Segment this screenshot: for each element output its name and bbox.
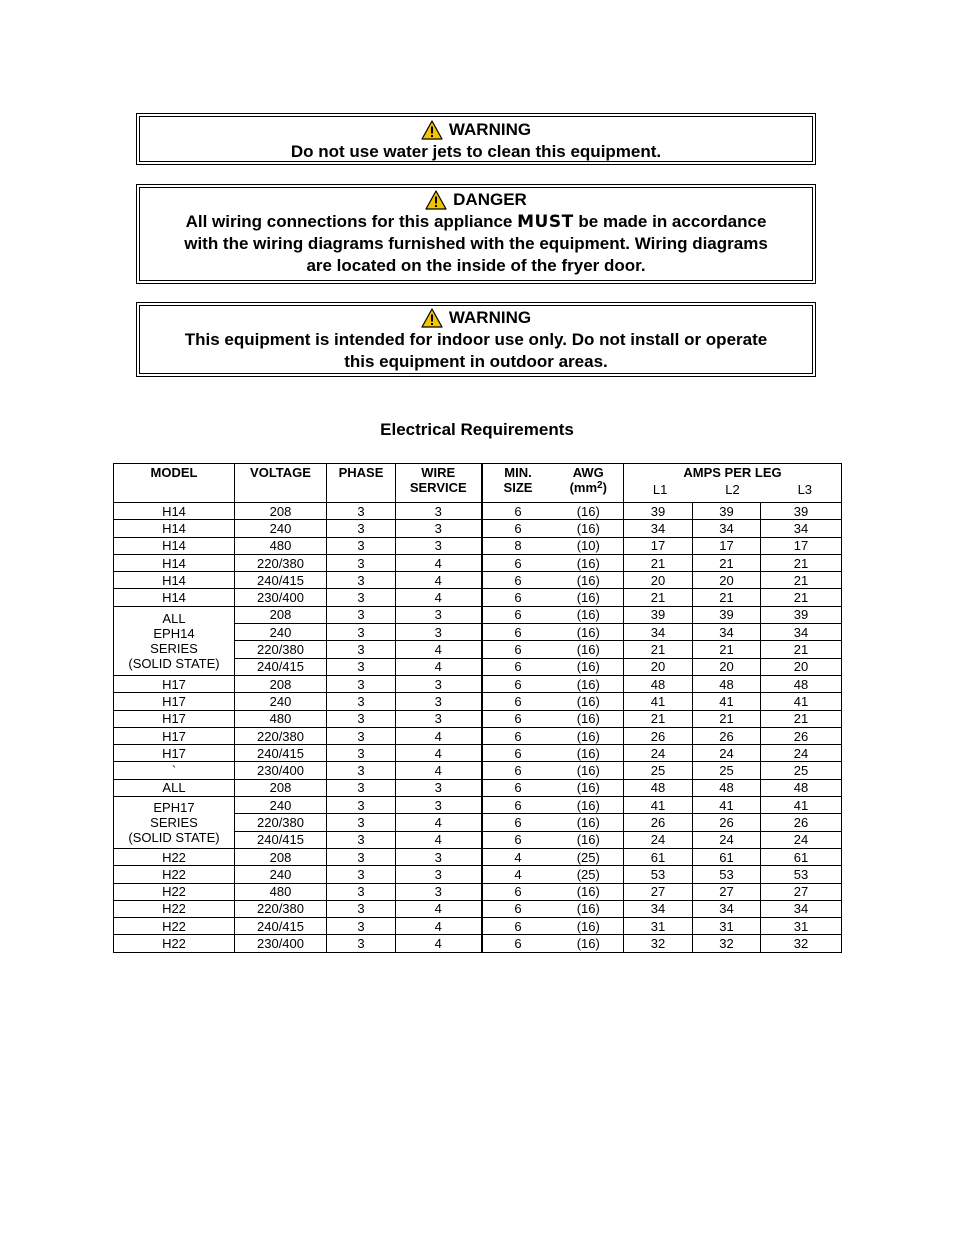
cell-voltage: 240/415 (235, 658, 327, 675)
cell-awg: (25) (554, 848, 624, 865)
cell-l3: 24 (761, 745, 842, 762)
header-amps-per-leg (624, 464, 842, 503)
cell-model: H17 (114, 710, 235, 727)
cell-l3: 48 (761, 675, 842, 692)
cell-model: H14 (114, 554, 235, 571)
cell-phase: 3 (327, 537, 396, 554)
cell-model: H22 (114, 866, 235, 883)
cell-l3: 39 (761, 606, 842, 623)
cell-l3: 61 (761, 848, 842, 865)
cell-l3: 39 (761, 503, 842, 520)
cell-l2: 20 (693, 658, 761, 675)
cell-min-size: 6 (482, 814, 554, 831)
cell-l1: 17 (624, 537, 693, 554)
cell-awg: (16) (554, 831, 624, 848)
cell-l2: 24 (693, 831, 761, 848)
cell-voltage: 208 (235, 606, 327, 623)
cell-min-size: 6 (482, 624, 554, 641)
notice-text-part: All wiring connections for this appliance (185, 212, 518, 231)
cell-l2: 21 (693, 589, 761, 606)
model-group-line: (SOLID STATE) (128, 829, 220, 845)
cell-l1: 39 (624, 503, 693, 520)
cell-model: H14 (114, 572, 235, 589)
table-row (114, 918, 842, 935)
cell-min-size: 6 (482, 710, 554, 727)
cell-phase: 3 (327, 589, 396, 606)
cell-voltage: 220/380 (235, 727, 327, 744)
cell-min-size: 6 (482, 554, 554, 571)
cell-min-size: 6 (482, 883, 554, 900)
cell-l2: 32 (693, 935, 761, 952)
cell-l3: 26 (761, 727, 842, 744)
header-awg-close: ) (602, 480, 607, 495)
cell-l1: 26 (624, 727, 693, 744)
cell-l3: 21 (761, 554, 842, 571)
cell-phase: 3 (327, 624, 396, 641)
cell-wire-service: 3 (396, 779, 482, 796)
cell-model-group (114, 797, 235, 849)
cell-l3: 31 (761, 918, 842, 935)
cell-wire-service: 4 (396, 554, 482, 571)
must-emphasis: MUST (517, 212, 574, 232)
section-title: Electrical Requirements (380, 420, 574, 439)
cell-voltage: 240 (235, 693, 327, 710)
cell-phase: 3 (327, 900, 396, 917)
cell-awg: (16) (554, 918, 624, 935)
cell-l3: 21 (761, 641, 842, 658)
cell-phase: 3 (327, 762, 396, 779)
table-row (114, 693, 842, 710)
cell-wire-service: 3 (396, 797, 482, 814)
cell-voltage: 220/380 (235, 900, 327, 917)
notice-text-part: be made in accordance (573, 212, 767, 231)
cell-wire-service: 4 (396, 814, 482, 831)
cell-wire-service: 4 (396, 762, 482, 779)
cell-l1: 20 (624, 658, 693, 675)
warning-triangle-icon (421, 120, 443, 140)
cell-l3: 32 (761, 935, 842, 952)
cell-awg: (16) (554, 797, 624, 814)
cell-phase: 3 (327, 848, 396, 865)
cell-model-group (114, 606, 235, 675)
cell-voltage: 240/415 (235, 831, 327, 848)
cell-model: H22 (114, 918, 235, 935)
header-amps-label: AMPS PER LEG (683, 465, 782, 480)
cell-min-size: 6 (482, 520, 554, 537)
cell-model: H22 (114, 848, 235, 865)
header-awg-sup: 2 (597, 480, 603, 491)
cell-awg: (16) (554, 589, 624, 606)
cell-min-size: 6 (482, 606, 554, 623)
cell-l1: 21 (624, 589, 693, 606)
cell-l2: 39 (693, 606, 761, 623)
cell-phase: 3 (327, 572, 396, 589)
header-phase: PHASE (327, 464, 396, 503)
cell-phase: 3 (327, 866, 396, 883)
cell-l3: 26 (761, 814, 842, 831)
cell-l1: 32 (624, 935, 693, 952)
cell-l2: 39 (693, 503, 761, 520)
cell-voltage: 240 (235, 797, 327, 814)
cell-l1: 39 (624, 606, 693, 623)
cell-l1: 25 (624, 762, 693, 779)
notice-text: this equipment in outdoor areas. (344, 352, 608, 371)
cell-wire-service: 3 (396, 848, 482, 865)
cell-l2: 34 (693, 624, 761, 641)
cell-model: H17 (114, 693, 235, 710)
table-row (114, 866, 842, 883)
notice-text (137, 211, 815, 233)
table-row (114, 554, 842, 571)
cell-awg: (16) (554, 641, 624, 658)
cell-model: H22 (114, 935, 235, 952)
cell-l3: 21 (761, 589, 842, 606)
cell-l2: 26 (693, 814, 761, 831)
header-awg (554, 464, 624, 503)
cell-wire-service: 4 (396, 658, 482, 675)
cell-model: ALL (114, 779, 235, 796)
cell-voltage: 480 (235, 710, 327, 727)
cell-phase: 3 (327, 814, 396, 831)
cell-voltage: 208 (235, 503, 327, 520)
header-voltage: VOLTAGE (235, 464, 327, 503)
cell-l2: 26 (693, 727, 761, 744)
cell-awg: (16) (554, 520, 624, 537)
cell-min-size: 6 (482, 503, 554, 520)
cell-wire-service: 4 (396, 727, 482, 744)
cell-l3: 20 (761, 658, 842, 675)
cell-model: H14 (114, 589, 235, 606)
cell-awg: (10) (554, 537, 624, 554)
cell-awg: (16) (554, 779, 624, 796)
cell-phase: 3 (327, 918, 396, 935)
cell-wire-service: 3 (396, 883, 482, 900)
table-row (114, 848, 842, 865)
cell-phase: 3 (327, 745, 396, 762)
cell-voltage: 240 (235, 520, 327, 537)
cell-wire-service: 3 (396, 866, 482, 883)
cell-awg: (25) (554, 866, 624, 883)
warning-triangle-icon (425, 190, 447, 210)
cell-model: H17 (114, 745, 235, 762)
table-row (114, 779, 842, 796)
cell-l1: 34 (624, 900, 693, 917)
notice-text: This equipment is intended for indoor use only. Do not install or operate (184, 330, 768, 349)
table-row (114, 606, 842, 623)
model-group-line: EPH14 (153, 625, 195, 641)
cell-phase: 3 (327, 554, 396, 571)
cell-l3: 53 (761, 866, 842, 883)
cell-voltage: 208 (235, 848, 327, 865)
table-row (114, 935, 842, 952)
cell-model: H22 (114, 883, 235, 900)
cell-wire-service: 3 (396, 675, 482, 692)
cell-l1: 61 (624, 848, 693, 865)
table-row (114, 900, 842, 917)
notice-heading: DANGER (453, 190, 527, 209)
cell-l3: 21 (761, 572, 842, 589)
cell-wire-service: 3 (396, 520, 482, 537)
cell-min-size: 6 (482, 900, 554, 917)
cell-awg: (16) (554, 624, 624, 641)
cell-model: H17 (114, 675, 235, 692)
cell-wire-service: 4 (396, 900, 482, 917)
table-row (114, 762, 842, 779)
header-min-line2: SIZE (503, 480, 533, 495)
cell-min-size: 6 (482, 745, 554, 762)
cell-phase: 3 (327, 797, 396, 814)
cell-l1: 31 (624, 918, 693, 935)
cell-awg: (16) (554, 727, 624, 744)
cell-l1: 34 (624, 520, 693, 537)
cell-l1: 21 (624, 641, 693, 658)
cell-l1: 48 (624, 779, 693, 796)
cell-min-size: 6 (482, 641, 554, 658)
warning-triangle-icon (421, 308, 443, 328)
cell-min-size: 6 (482, 779, 554, 796)
cell-l2: 21 (693, 554, 761, 571)
table-header-row (114, 464, 842, 503)
cell-min-size: 6 (482, 831, 554, 848)
warning-notice-water-jets (136, 113, 816, 165)
cell-l2: 20 (693, 572, 761, 589)
cell-phase: 3 (327, 520, 396, 537)
cell-model: ` (114, 762, 235, 779)
cell-wire-service: 3 (396, 710, 482, 727)
header-min-line1: MIN. (504, 465, 532, 480)
cell-min-size: 4 (482, 866, 554, 883)
cell-voltage: 240 (235, 866, 327, 883)
cell-awg: (16) (554, 503, 624, 520)
cell-phase: 3 (327, 503, 396, 520)
cell-min-size: 6 (482, 727, 554, 744)
notice-text: Do not use water jets to clean this equipment. (290, 142, 662, 161)
cell-awg: (16) (554, 606, 624, 623)
model-group-line: SERIES (150, 814, 198, 830)
cell-l3: 24 (761, 831, 842, 848)
cell-awg: (16) (554, 710, 624, 727)
cell-awg: (16) (554, 762, 624, 779)
header-l2: L2 (725, 482, 740, 497)
cell-l2: 17 (693, 537, 761, 554)
cell-l3: 41 (761, 797, 842, 814)
cell-l1: 34 (624, 624, 693, 641)
table-row (114, 797, 842, 814)
cell-phase: 3 (327, 658, 396, 675)
table-row (114, 537, 842, 554)
model-group-line: ALL (162, 610, 186, 626)
cell-voltage: 480 (235, 537, 327, 554)
model-group-line: EPH17 (153, 799, 195, 815)
cell-l2: 21 (693, 710, 761, 727)
cell-phase: 3 (327, 641, 396, 658)
cell-voltage: 208 (235, 675, 327, 692)
cell-awg: (16) (554, 935, 624, 952)
cell-l3: 34 (761, 520, 842, 537)
cell-phase: 3 (327, 710, 396, 727)
cell-min-size: 6 (482, 589, 554, 606)
cell-l2: 25 (693, 762, 761, 779)
notice-heading: WARNING (448, 308, 532, 327)
cell-awg: (16) (554, 554, 624, 571)
cell-min-size: 6 (482, 918, 554, 935)
cell-l3: 34 (761, 624, 842, 641)
cell-voltage: 230/400 (235, 935, 327, 952)
cell-wire-service: 4 (396, 831, 482, 848)
cell-min-size: 6 (482, 762, 554, 779)
cell-l1: 27 (624, 883, 693, 900)
cell-wire-service: 4 (396, 572, 482, 589)
cell-voltage: 220/380 (235, 641, 327, 658)
table-row (114, 675, 842, 692)
cell-model: H14 (114, 537, 235, 554)
cell-l2: 21 (693, 641, 761, 658)
cell-awg: (16) (554, 745, 624, 762)
header-l3: L3 (797, 482, 813, 497)
header-l1: L1 (652, 482, 668, 497)
cell-l3: 25 (761, 762, 842, 779)
cell-l2: 34 (693, 900, 761, 917)
cell-model: H14 (114, 520, 235, 537)
table-row (114, 520, 842, 537)
cell-min-size: 6 (482, 797, 554, 814)
cell-awg: (16) (554, 693, 624, 710)
cell-l1: 24 (624, 831, 693, 848)
cell-voltage: 240/415 (235, 572, 327, 589)
header-awg-line1: AWG (572, 465, 604, 480)
cell-l1: 41 (624, 797, 693, 814)
table-row (114, 710, 842, 727)
cell-l3: 17 (761, 537, 842, 554)
cell-l1: 26 (624, 814, 693, 831)
cell-wire-service: 4 (396, 918, 482, 935)
cell-wire-service: 4 (396, 745, 482, 762)
header-model: MODEL (114, 464, 235, 503)
model-group-line: (SOLID STATE) (128, 655, 220, 671)
cell-voltage: 230/400 (235, 589, 327, 606)
cell-voltage: 240/415 (235, 745, 327, 762)
cell-min-size: 6 (482, 693, 554, 710)
cell-phase: 3 (327, 779, 396, 796)
cell-l2: 34 (693, 520, 761, 537)
cell-wire-service: 4 (396, 641, 482, 658)
header-awg-line2 (554, 480, 624, 497)
cell-model: H22 (114, 900, 235, 917)
cell-phase: 3 (327, 606, 396, 623)
cell-wire-service: 4 (396, 935, 482, 952)
cell-phase: 3 (327, 727, 396, 744)
cell-l2: 27 (693, 883, 761, 900)
cell-wire-service: 3 (396, 537, 482, 554)
cell-l2: 41 (693, 693, 761, 710)
cell-phase: 3 (327, 935, 396, 952)
cell-min-size: 8 (482, 537, 554, 554)
cell-model: H17 (114, 727, 235, 744)
cell-voltage: 220/380 (235, 554, 327, 571)
notice-heading: WARNING (448, 120, 532, 139)
table-row (114, 589, 842, 606)
table-body (114, 503, 842, 953)
cell-voltage: 480 (235, 883, 327, 900)
cell-min-size: 6 (482, 658, 554, 675)
cell-phase: 3 (327, 675, 396, 692)
cell-wire-service: 3 (396, 503, 482, 520)
cell-phase: 3 (327, 883, 396, 900)
cell-l2: 41 (693, 797, 761, 814)
cell-awg: (16) (554, 572, 624, 589)
header-wire-service (396, 464, 482, 503)
cell-l1: 21 (624, 554, 693, 571)
cell-wire-service: 3 (396, 606, 482, 623)
cell-l2: 61 (693, 848, 761, 865)
cell-l2: 24 (693, 745, 761, 762)
table-row (114, 745, 842, 762)
cell-voltage: 208 (235, 779, 327, 796)
table-row (114, 503, 842, 520)
header-awg-unit: (mm (569, 480, 598, 495)
cell-l1: 41 (624, 693, 693, 710)
cell-l1: 24 (624, 745, 693, 762)
cell-l2: 48 (693, 675, 761, 692)
cell-phase: 3 (327, 831, 396, 848)
cell-phase: 3 (327, 693, 396, 710)
table-row (114, 883, 842, 900)
cell-awg: (16) (554, 658, 624, 675)
cell-awg: (16) (554, 814, 624, 831)
cell-l2: 53 (693, 866, 761, 883)
cell-l1: 48 (624, 675, 693, 692)
cell-wire-service: 3 (396, 624, 482, 641)
cell-l1: 21 (624, 710, 693, 727)
cell-min-size: 6 (482, 572, 554, 589)
cell-l3: 48 (761, 779, 842, 796)
cell-wire-service: 4 (396, 589, 482, 606)
cell-l3: 21 (761, 710, 842, 727)
cell-l3: 41 (761, 693, 842, 710)
notice-text: with the wiring diagrams furnished with the equipment. Wiring diagrams (184, 234, 768, 253)
notice-text: are located on the inside of the fryer door. (306, 256, 646, 275)
cell-min-size: 6 (482, 675, 554, 692)
cell-l3: 34 (761, 900, 842, 917)
danger-notice-wiring (136, 184, 816, 284)
model-group-line: SERIES (150, 640, 198, 656)
cell-l2: 31 (693, 918, 761, 935)
table-row (114, 572, 842, 589)
table-row (114, 727, 842, 744)
cell-l2: 48 (693, 779, 761, 796)
cell-voltage: 240/415 (235, 918, 327, 935)
electrical-requirements-table (113, 463, 842, 953)
cell-voltage: 220/380 (235, 814, 327, 831)
cell-awg: (16) (554, 900, 624, 917)
cell-l1: 53 (624, 866, 693, 883)
cell-model: H14 (114, 503, 235, 520)
cell-min-size: 6 (482, 935, 554, 952)
header-wire-line1: WIRE (421, 465, 456, 480)
header-min-size (482, 464, 554, 503)
cell-min-size: 4 (482, 848, 554, 865)
cell-l1: 20 (624, 572, 693, 589)
cell-wire-service: 3 (396, 693, 482, 710)
cell-awg: (16) (554, 675, 624, 692)
cell-voltage: 240 (235, 624, 327, 641)
cell-awg: (16) (554, 883, 624, 900)
warning-notice-indoor-use (136, 302, 816, 377)
cell-voltage: 230/400 (235, 762, 327, 779)
header-wire-line2: SERVICE (409, 480, 467, 495)
cell-l3: 27 (761, 883, 842, 900)
